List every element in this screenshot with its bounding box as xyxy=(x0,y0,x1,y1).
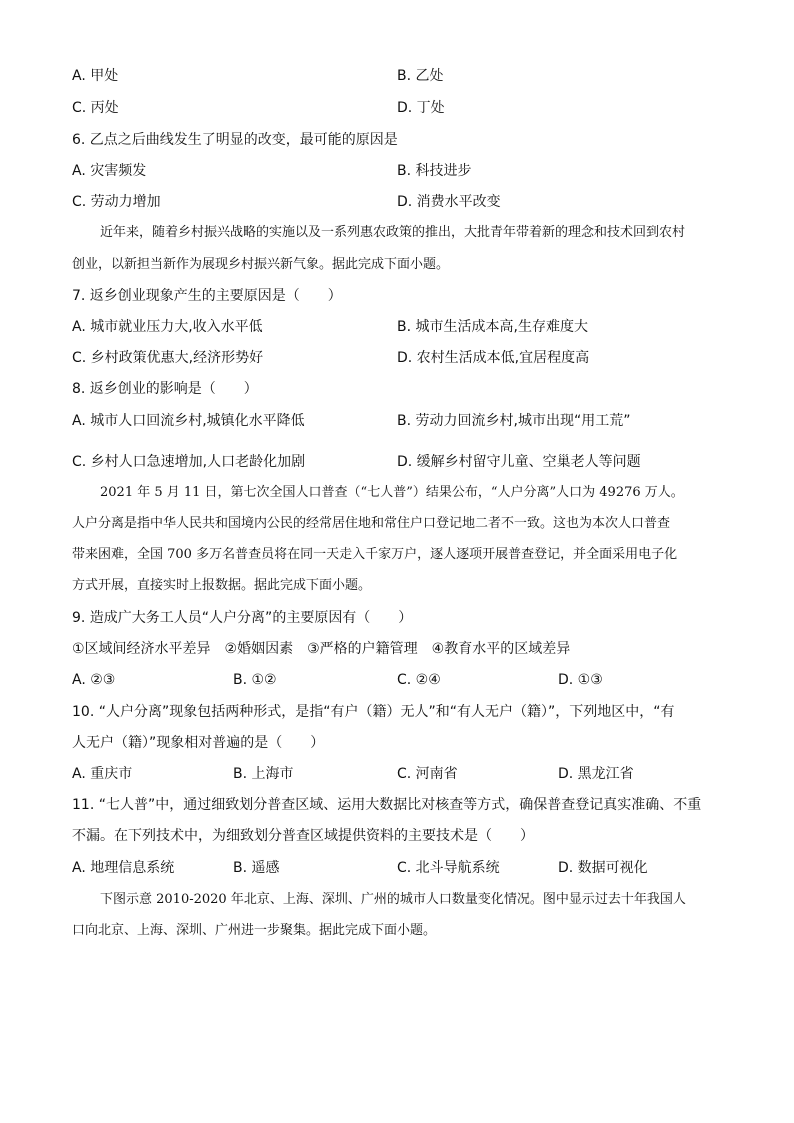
q9-option-a[interactable]: A. ②③ xyxy=(72,672,116,688)
passage1-line1: 近年来，随着乡村振兴战略的实施以及一系列惠农政策的推出，大批青年带着新的理念和技术回到农村 xyxy=(100,225,686,240)
q7-option-a[interactable]: A. 城市就业压力大,收入水平低 xyxy=(72,319,263,335)
q8-stem: 8. 返乡创业的影响是（ ） xyxy=(72,381,258,397)
q8-option-d[interactable]: D. 缓解乡村留守儿童、空巢老人等问题 xyxy=(397,454,641,470)
q7-option-c[interactable]: C. 乡村政策优惠大,经济形势好 xyxy=(72,350,264,366)
q8-option-a[interactable]: A. 城市人口回流乡村,城镇化水平降低 xyxy=(72,413,305,429)
q10-option-c[interactable]: C. 河南省 xyxy=(397,766,458,782)
q5-option-a[interactable]: A. 甲处 xyxy=(72,68,119,84)
q6-option-a[interactable]: A. 灾害频发 xyxy=(72,163,147,179)
q7-option-b[interactable]: B. 城市生活成本高,生存难度大 xyxy=(397,319,588,335)
q11-option-c[interactable]: C. 北斗导航系统 xyxy=(397,860,500,876)
q10-option-b[interactable]: B. 上海市 xyxy=(233,766,294,782)
q10-stem-line1: 10. “人户分离”现象包括两种形式，是指“有户（籍）无人”和“有人无户（籍）”，下列地区中，“有 xyxy=(72,704,675,720)
q5-option-c[interactable]: C. 丙处 xyxy=(72,100,119,116)
passage2-line3: 带来困难，全国 700 多万名普查员将在同一天走入千家万户，逐人逐项开展普查登记，并全面采用电子化 xyxy=(72,547,678,562)
q10-stem-line2: 人无户（籍）”现象相对普遍的是（ ） xyxy=(72,735,325,751)
q6-stem: 6. 乙点之后曲线发生了明显的改变，最可能的原因是 xyxy=(72,132,398,148)
q9-items: ①区域间经济水平差异 ②婚姻因素 ③严格的户籍管理 ④教育水平的区域差异 xyxy=(72,641,571,657)
passage3-line2: 口向北京、上海、深圳、广州进一步聚集。据此完成下面小题。 xyxy=(72,923,437,938)
passage2-line1: 2021 年 5 月 11 日，第七次全国人口普查（“七人普”）结果公布，“人户分离”人口为 49276 万人。 xyxy=(100,485,684,500)
q11-option-d[interactable]: D. 数据可视化 xyxy=(558,860,648,876)
q6-option-c[interactable]: C. 劳动力增加 xyxy=(72,194,161,210)
q10-option-d[interactable]: D. 黑龙江省 xyxy=(558,766,634,782)
q7-stem: 7. 返乡创业现象产生的主要原因是（ ） xyxy=(72,288,342,304)
passage2-line4: 方式开展，直接实时上报数据。据此完成下面小题。 xyxy=(72,578,372,593)
passage2-line2: 人户分离是指中华人民共和国境内公民的经常居住地和常住户口登记地二者不一致。这也为本次人口普查 xyxy=(72,516,671,531)
q8-option-b[interactable]: B. 劳动力回流乡村,城市出现“用工荒” xyxy=(397,413,631,429)
q5-option-b[interactable]: B. 乙处 xyxy=(397,68,444,84)
passage3-line1: 下图示意 2010-2020 年北京、上海、深圳、广州的城市人口数量变化情况。图中显示过去十年我国人 xyxy=(100,892,686,907)
q11-stem-line2: 不漏。在下列技术中，为细致划分普查区域提供资料的主要技术是（ ） xyxy=(72,828,534,844)
q7-option-d[interactable]: D. 农村生活成本低,宜居程度高 xyxy=(397,350,590,366)
q11-stem-line1: 11. “七人普”中，通过细致划分普查区域、运用大数据比对核查等方式，确保普查登记真实准确、不重 xyxy=(72,797,702,813)
q9-stem: 9. 造成广大务工人员“人户分离”的主要原因有（ ） xyxy=(72,610,413,626)
passage1-line2: 创业，以新担当新作为展现乡村振兴新气象。据此完成下面小题。 xyxy=(72,257,450,272)
q9-option-d[interactable]: D. ①③ xyxy=(558,672,603,688)
q5-option-d[interactable]: D. 丁处 xyxy=(397,100,445,116)
q9-option-c[interactable]: C. ②④ xyxy=(397,672,441,688)
q6-option-b[interactable]: B. 科技进步 xyxy=(397,163,472,179)
q8-option-c[interactable]: C. 乡村人口急速增加,人口老龄化加剧 xyxy=(72,454,306,470)
q10-option-a[interactable]: A. 重庆市 xyxy=(72,766,133,782)
q9-option-b[interactable]: B. ①② xyxy=(233,672,277,688)
q11-option-a[interactable]: A. 地理信息系统 xyxy=(72,860,175,876)
q6-option-d[interactable]: D. 消费水平改变 xyxy=(397,194,501,210)
q11-option-b[interactable]: B. 遥感 xyxy=(233,860,280,876)
